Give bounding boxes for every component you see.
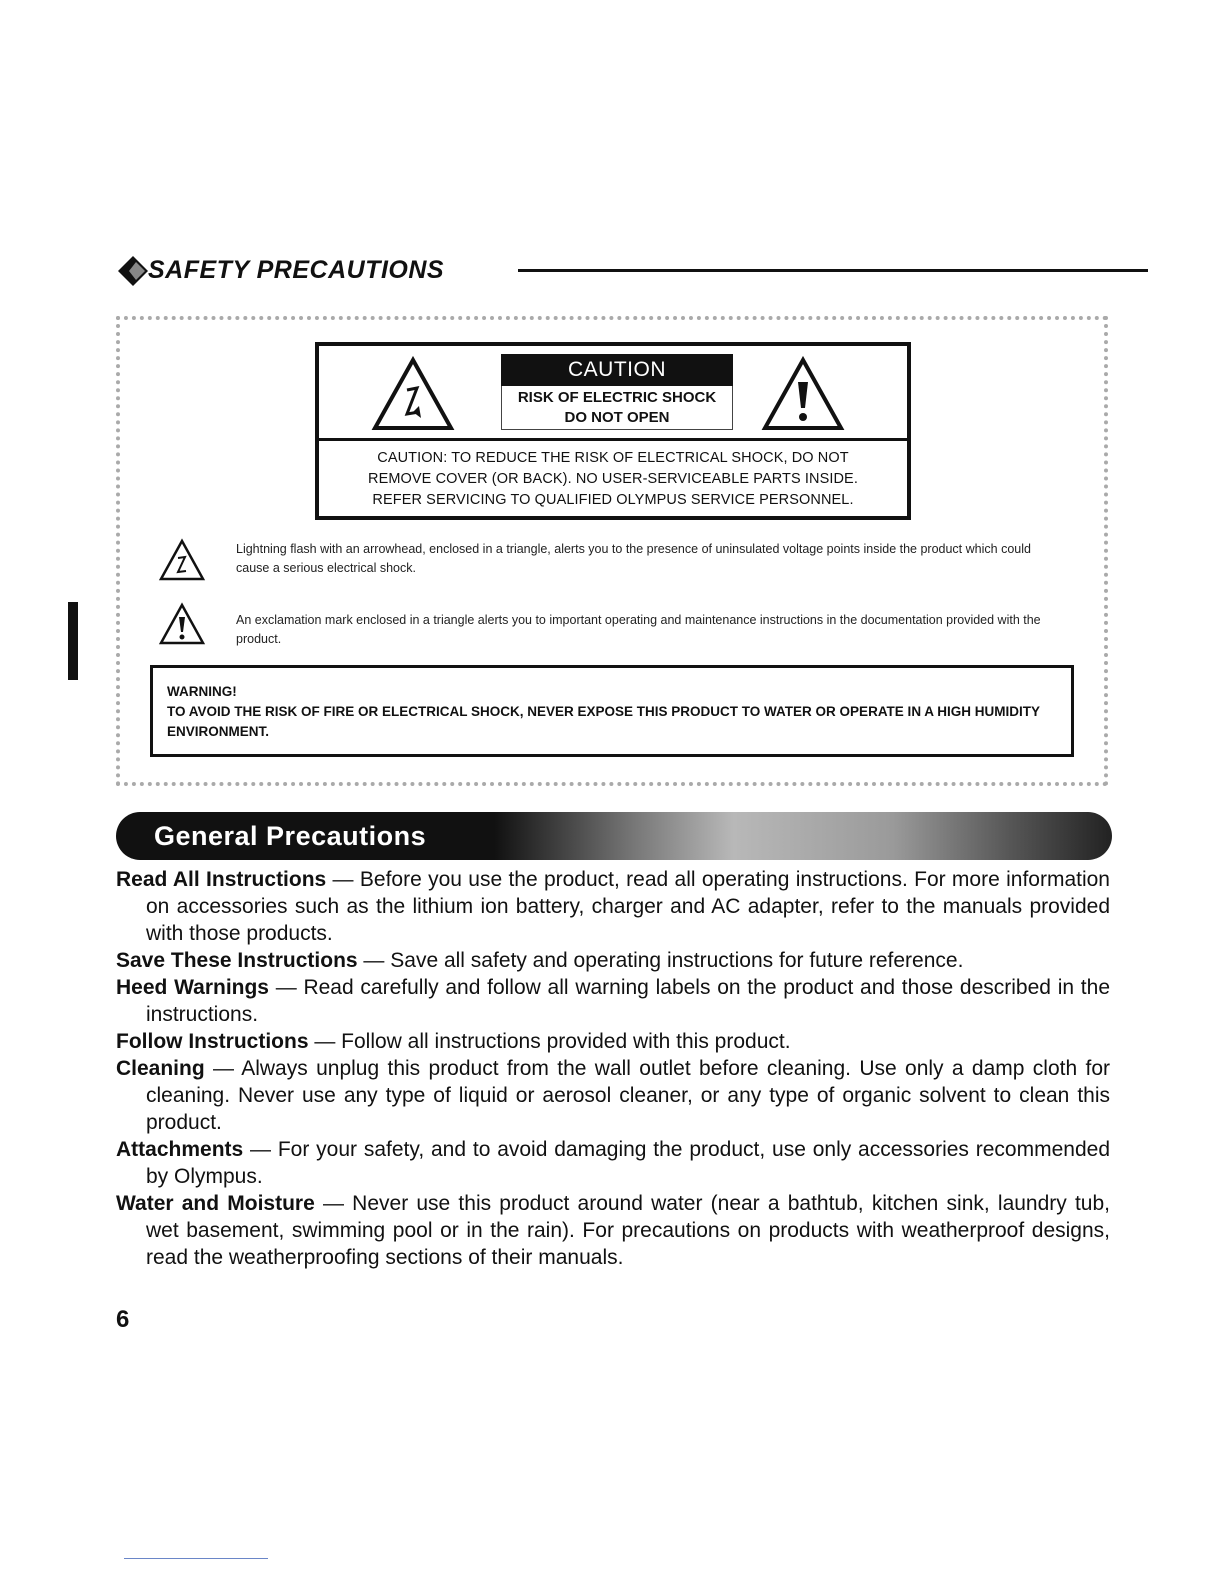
caution-label-line2: DO NOT OPEN [564, 409, 670, 426]
exclamation-triangle-icon [761, 356, 845, 432]
exclamation-note-text: An exclamation mark enclosed in a triangle alerts you to important operating and maintenance instructions in the documentation provided with the product. [236, 613, 1041, 646]
caution-label-row [319, 346, 907, 441]
precaution-text: — Never use this product around water (near a bathtub, kitchen sink, laundry tub, wet basement, swimming pool or in the rain). For precautions on products with weatherproof designs, read the weatherproofing sections of their manuals. [146, 1192, 1111, 1269]
warning-box [150, 665, 1074, 757]
caution-label-line1: RISK OF ELECTRIC SHOCK [517, 389, 717, 406]
caution-text-line: REFER SERVICING TO QUALIFIED OLYMPUS SERVICE PERSONNEL. [372, 492, 854, 508]
precaution-term: Water and Moisture [116, 1192, 315, 1215]
caution-label-header: CAUTION [501, 354, 733, 386]
precaution-text: — Save all safety and operating instructions for future reference. [357, 949, 964, 972]
warning-text: TO AVOID THE RISK OF FIRE OR ELECTRICAL SHOCK, NEVER EXPOSE THIS PRODUCT TO WATER OR OPERATE IN A HIGH HUMIDITY ENVIRONMENT. [167, 704, 1040, 739]
precaution-item [116, 1136, 1110, 1190]
precaution-item [116, 974, 1110, 1028]
lightning-note-text: Lightning flash with an arrowhead, enclosed in a triangle, alerts you to the presence of uninsulated voltage points inside the product which could cause a serious electrical shock. [236, 542, 1031, 575]
precaution-term: Follow Instructions [116, 1030, 309, 1053]
section-title-text: SAFETY PRECAUTIONS [148, 256, 445, 284]
warning-title: WARNING! [167, 684, 237, 699]
lightning-triangle-icon [371, 356, 455, 432]
caution-text-line: REMOVE COVER (OR BACK). NO USER-SERVICEABLE PARTS INSIDE. [368, 471, 858, 487]
caution-box [315, 342, 911, 520]
precaution-text: — Before you use the product, read all operating instructions. For more information on accessories such as the lithium ion battery, charger and AC adapter, refer to the manuals provided with those products. [146, 868, 1110, 945]
precaution-item [116, 1055, 1110, 1136]
precaution-item [116, 947, 1110, 974]
precaution-item [116, 1028, 1110, 1055]
bottom-rule [124, 1558, 268, 1559]
precaution-text: — For your safety, and to avoid damaging the product, use only accessories recommended by Olympus. [146, 1138, 1110, 1188]
caution-text [319, 448, 907, 511]
title-rule [518, 269, 1148, 272]
section-title [118, 252, 1148, 292]
caution-label [501, 354, 733, 430]
exclamation-triangle-icon [158, 602, 206, 646]
lightning-triangle-icon [158, 538, 206, 582]
caution-text-line: CAUTION: TO REDUCE THE RISK OF ELECTRICAL SHOCK, DO NOT [377, 450, 849, 466]
page-number: 6 [116, 1306, 130, 1333]
thumb-index-bar [68, 602, 78, 680]
caution-label-border [501, 386, 733, 430]
diamond-bullet-icon [118, 256, 148, 286]
precautions-list [116, 866, 1110, 1271]
precaution-text: — Follow all instructions provided with this product. [308, 1030, 791, 1053]
precaution-term: Attachments [116, 1138, 244, 1161]
precaution-term: Read All Instructions [116, 868, 327, 891]
precaution-term: Save These Instructions [116, 949, 358, 972]
precaution-item [116, 866, 1110, 947]
general-precautions-heading: General Precautions [154, 821, 427, 851]
precaution-term: Cleaning [116, 1057, 205, 1080]
precaution-text: — Read carefully and follow all warning labels on the product and those described in the instructions. [146, 976, 1110, 1026]
precaution-item [116, 1190, 1110, 1271]
precaution-term: Heed Warnings [116, 976, 269, 999]
general-precautions-banner [116, 812, 1112, 860]
precaution-text: — Always unplug this product from the wall outlet before cleaning. Use only a damp cloth for cleaning. Never use any type of liquid or aerosol cleaner, or any type of organic solvent to clean this product. [146, 1057, 1110, 1134]
